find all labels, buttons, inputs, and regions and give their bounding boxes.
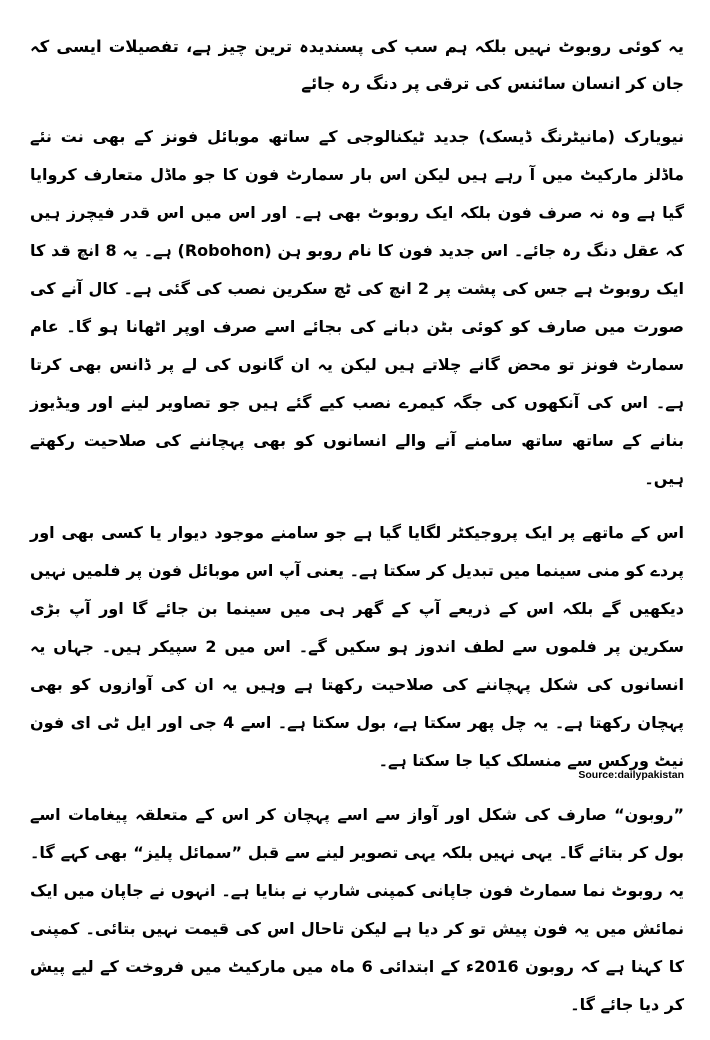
article-paragraph-3: ”روبون“ صارف کی شکل اور آواز سے اسے پہچان کر اس کے متعلقہ پیغامات اسے بول کر بتائے گا۔ یہی نہیں بلکہ یہی تصویر لینے سے قبل ”سمائل پلیز“ بھی کہے گا۔ یہ روبوٹ نما سمارٹ فون جاپانی کمپنی شارپ نے بنایا ہے۔ انہوں نے جاپان میں ایک نمائش میں یہ فون پیش تو کر دیا ہے لیکن تاحال اس کی قیمت نہیں بتائی۔ کمپنی کا کہنا ہے کہ روبون 2016ء کے ابتدائی 6 ماہ میں مارکیٹ میں فروخت کے لیے پیش کر دیا جائے گا۔ bbox=[30, 805, 684, 1014]
article bbox=[30, 28, 684, 1040]
source-credit: Source:dailypakistan bbox=[578, 769, 684, 781]
article-headline: یہ کوئی روبوٹ نہیں بلکہ ہم سب کی پسندیدہ ترین چیز ہے، تفصیلات ایسی کہ جان کر انسان سائنس کی ترقی پر دنگ رہ جائے bbox=[30, 37, 684, 93]
article-paragraph-1: نیویارک (مانیٹرنگ ڈیسک) جدید ٹیکنالوجی کے ساتھ موبائل فونز کے بھی نت نئے ماڈلز مارکیٹ میں آ رہے ہیں لیکن اس بار سمارٹ فون کا جو ماڈل متعارف کروایا گیا ہے وہ نہ صرف فون بلکہ ایک روبوٹ بھی ہے۔ اور اس میں اس قدر فیچرز ہیں کہ عقل دنگ رہ جائے۔ اس جدید فون کا نام روبو ہن (Robohon) ہے۔ یہ 8 انچ قد کا ایک روبوٹ ہے جس کی پشت پر 2 انچ کی ٹچ سکرین نصب کی گئی ہے۔ کال آنے کی صورت میں صارف کو کوئی بٹن دبانے کی بجائے اسے صرف اوپر اٹھانا ہو گا۔ عام سمارٹ فونز تو محض گانے چلاتے ہیں لیکن یہ ان گانوں کی لے پر ڈانس بھی کرتا ہے۔ اس کی آنکھوں کی جگہ کیمرے نصب کیے گئے ہیں جو تصاویر لینے اور ویڈیوز بنانے کے ساتھ ساتھ سامنے آنے والے انسانوں کو بھی پہچاننے کی صلاحیت رکھتے ہیں۔ bbox=[30, 127, 684, 488]
article-paragraph-2: اس کے ماتھے پر ایک پروجیکٹر لگایا گیا ہے جو سامنے موجود دیوار یا کسی بھی اور پردے کو منی سینما میں تبدیل کر سکتا ہے۔ یعنی آپ اس موبائل فون پر فلمیں نہیں دیکھیں گے بلکہ اس کے ذریعے آپ کے گھر ہی میں سینما بن جائے گا اور آپ بڑی سکرین پر فلموں سے لطف اندوز ہو سکیں گے۔ اس میں 2 سپیکر ہیں۔ جہاں یہ انسانوں کی شکل پہچاننے کی صلاحیت رکھتا ہے وہیں یہ ان کی آوازوں کو بھی پہچان رکھتا ہے۔ یہ چل پھر سکتا ہے، بول سکتا ہے۔ اسے 4 جی اور ایل ٹی ای فون نیٹ ورکس سے منسلک کیا جا سکتا ہے۔ bbox=[30, 523, 685, 770]
